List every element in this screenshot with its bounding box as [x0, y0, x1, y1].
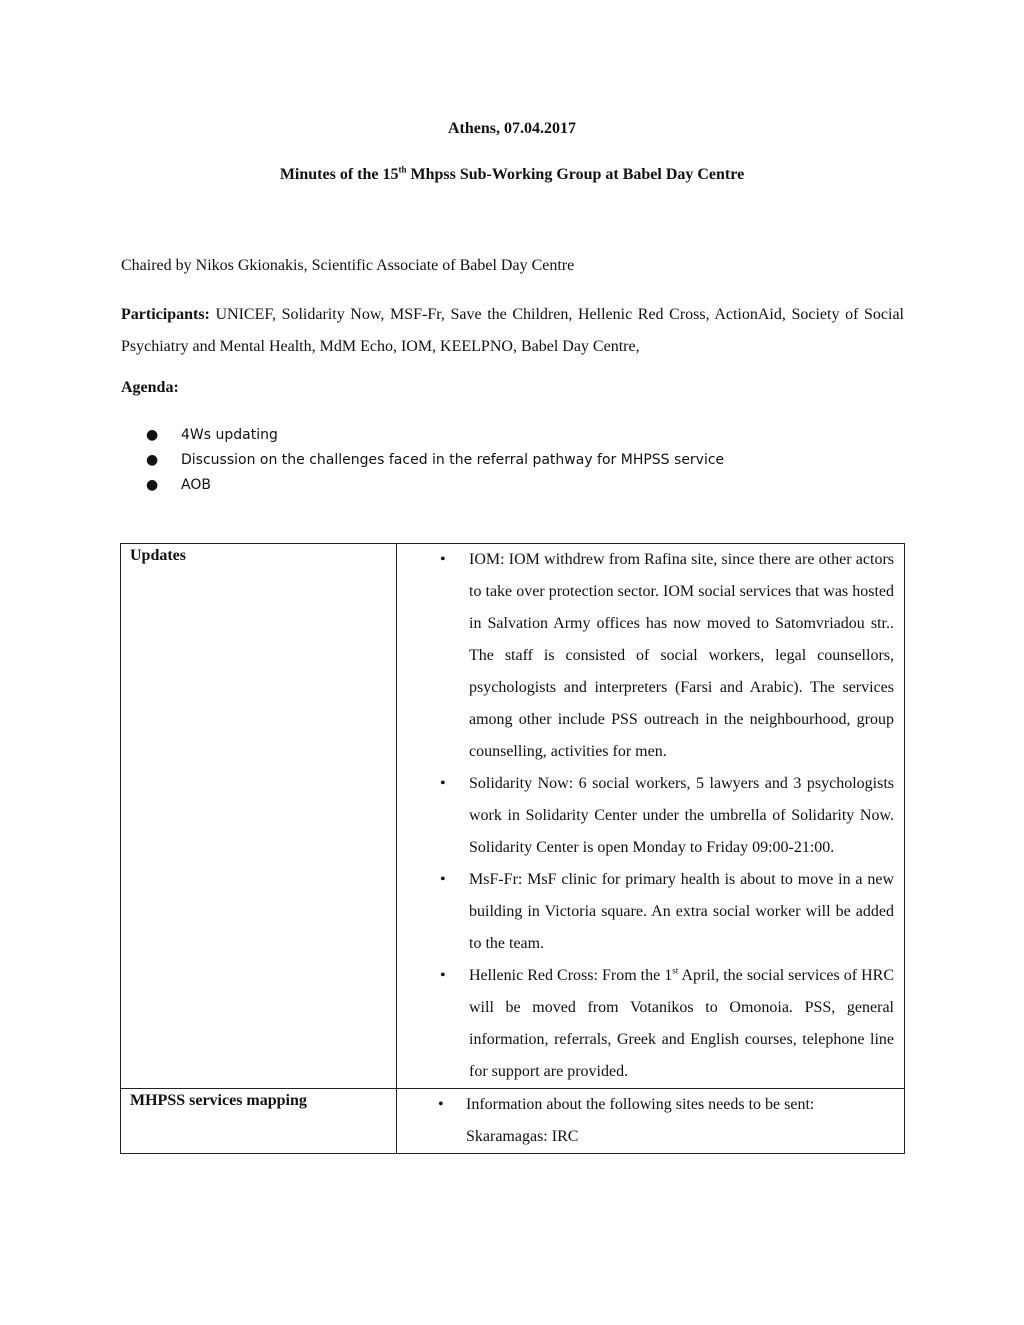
document-date: Athens, 07.04.2017 — [447, 120, 576, 137]
table-row-mapping — [121, 1089, 905, 1154]
update-item — [397, 544, 894, 768]
update-item — [397, 864, 894, 960]
participants-paragraph — [121, 299, 904, 363]
bullet-icon: • — [440, 551, 446, 568]
agenda-item — [146, 424, 724, 449]
document-title — [0, 166, 1024, 184]
mapping-list — [397, 1089, 894, 1121]
agenda-item-text: AOB — [181, 477, 211, 493]
bullet-icon: • — [438, 1096, 444, 1113]
agenda-item-text: Discussion on the challenges faced in the referral pathway for MHPSS service — [181, 452, 725, 468]
bullet-icon: • — [440, 871, 446, 888]
agenda-heading: Agenda: — [121, 379, 179, 396]
agenda-item — [146, 449, 724, 474]
row-content — [397, 1089, 905, 1154]
update-text: MsF-Fr: MsF clinic for primary health is about to move in a new building in Victoria square. An extra social worker will be added to the team. — [469, 871, 894, 952]
update-item — [397, 960, 894, 1088]
participants-list: UNICEF, Solidarity Now, MSF-Fr, Save the Children, Hellenic Red Cross, ActionAid, Society of Social Psychiatry and Mental Health, MdM Echo, IOM, KEELPNO, Babel Day Centre, — [121, 306, 904, 355]
update-text-superscript: st — [672, 965, 679, 976]
bullet-icon: ● — [146, 477, 159, 493]
update-text-suffix: April, the social services of HRC will be moved from Votanikos to Omonoia. PSS, general information, referrals, Greek and English courses, telephone line for support are provided. — [469, 967, 895, 1080]
agenda-item-text: 4Ws updating — [181, 427, 278, 443]
chaired-by-line: Chaired by Nikos Gkionakis, Scientific Associate of Babel Day Centre — [121, 257, 575, 274]
mapping-text: Information about the following sites needs to be sent: — [466, 1096, 815, 1113]
update-text: Solidarity Now: 6 social workers, 5 lawyers and 3 psychologists work in Solidarity Center under the umbrella of Solidarity Now. Solidarity Center is open Monday to Friday 09:00-21:00. — [469, 775, 894, 856]
mapping-item — [397, 1089, 894, 1121]
minutes-table — [120, 543, 905, 1154]
updates-list — [397, 544, 894, 1088]
title-suffix: Mhpss Sub-Working Group at Babel Day Centre — [406, 166, 745, 183]
agenda-item — [146, 474, 724, 499]
bullet-icon: • — [440, 967, 446, 984]
update-text: IOM: IOM withdrew from Rafina site, since there are other actors to take over protection sector. IOM social services that was hosted in Salvation Army offices has now moved to Satomvriadou str.. The staff is consisted of social workers, legal counsellors, psychologists and interpreters (Farsi and Arabic). The services among other include PSS outreach in the neighbourhood, group counselling, activities for men. — [469, 551, 894, 760]
table-row-updates — [121, 544, 905, 1089]
row-content — [397, 544, 905, 1089]
bullet-icon: • — [440, 775, 446, 792]
title-prefix: Minutes of the 15 — [279, 166, 399, 183]
row-label: MHPSS services mapping — [121, 1089, 397, 1154]
participants-label: Participants: — [121, 306, 210, 323]
bullet-icon: ● — [146, 452, 159, 468]
row-label: Updates — [121, 544, 397, 1089]
bullet-icon: ● — [146, 427, 159, 443]
agenda-list — [146, 424, 724, 499]
update-text-prefix: Hellenic Red Cross: From the 1 — [469, 967, 673, 984]
title-superscript: th — [398, 164, 407, 175]
mapping-subline: Skaramagas: IRC — [466, 1128, 579, 1145]
update-item — [397, 768, 894, 864]
